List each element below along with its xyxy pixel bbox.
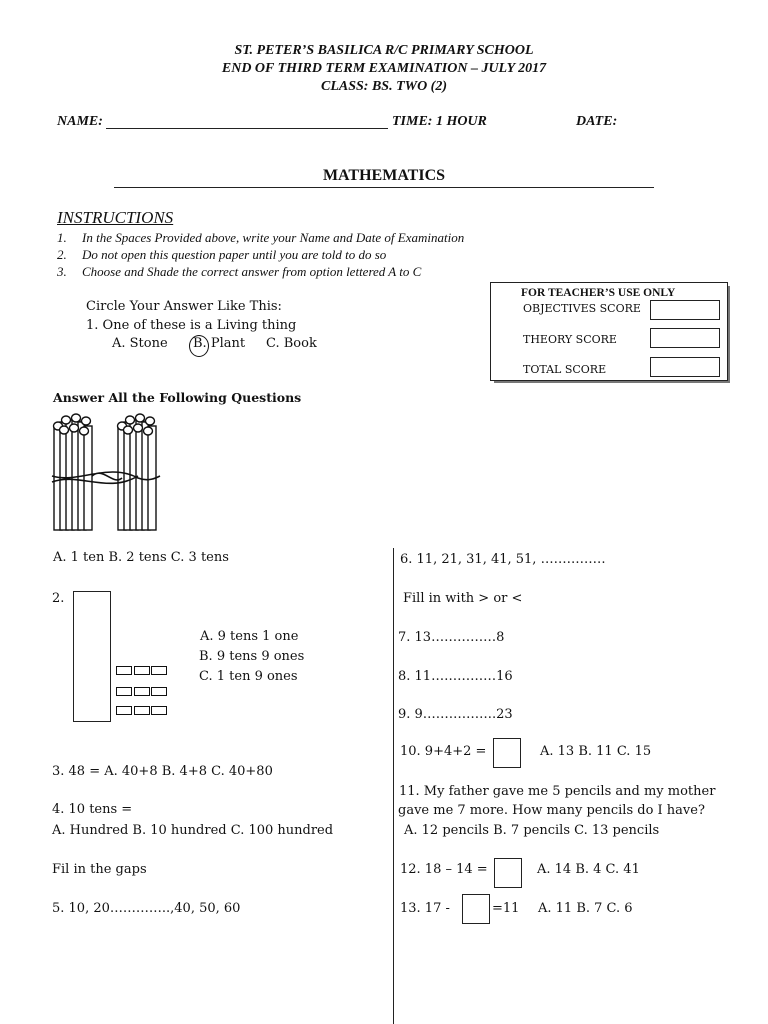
q5: 5. 10, 20…………..,40, 50, 60 (52, 901, 241, 916)
instruction-text-1: In the Spaces Provided above, write your Name and Date of Examination (82, 230, 465, 245)
fill-gaps-heading: Fil in the gaps (52, 862, 147, 877)
time-label: TIME: 1 HOUR (392, 114, 487, 129)
q11-line2: gave me 7 more. How many pencils do I have? (398, 803, 705, 818)
instruction-num-1: 1. (57, 230, 67, 245)
objectives-score-field[interactable] (650, 300, 720, 320)
unit-square (116, 687, 132, 696)
instructions-title: INSTRUCTIONS (57, 208, 174, 227)
q8: 8. 11……………16 (398, 669, 513, 684)
example-prompt: Circle Your Answer Like This: (86, 299, 282, 314)
q13-equals: =11 (492, 901, 520, 916)
teacher-use-box (490, 282, 728, 381)
q2-option-b: B. 9 tens 9 ones (199, 649, 305, 664)
theory-score-label: THEORY SCORE (523, 333, 617, 346)
unit-square (134, 666, 150, 675)
section-title: Answer All the Following Questions (53, 390, 302, 405)
total-score-label: TOTAL SCORE (523, 363, 607, 376)
example-option-a: A. Stone (112, 336, 168, 351)
name-label: NAME: (57, 114, 103, 129)
q3: 3. 48 = A. 40+8 B. 4+8 C. 40+80 (52, 764, 273, 779)
q11-options: A. 12 pencils B. 7 pencils C. 13 pencils (404, 823, 660, 838)
teacher-box-title: FOR TEACHER’S USE ONLY (521, 287, 676, 299)
q13-options: A. 11 B. 7 C. 6 (538, 901, 633, 916)
q6: 6. 11, 21, 31, 41, 51, …………… (400, 552, 606, 567)
ten-rod-block (73, 591, 111, 722)
q9: 9. 9……………..23 (398, 707, 513, 722)
instruction-num-3: 3. (57, 264, 67, 279)
unit-square (151, 687, 167, 696)
q13: 13. 17 - (400, 901, 450, 916)
unit-square (134, 687, 150, 696)
q2-option-a: A. 9 tens 1 one (200, 629, 299, 644)
q7: 7. 13……………8 (398, 630, 505, 645)
class-label: CLASS: BS. TWO (2) (320, 79, 448, 94)
fill-with-heading: Fill in with > or < (403, 591, 523, 606)
q12-answer-box[interactable] (494, 858, 522, 888)
unit-square (116, 666, 132, 675)
q1-options: A. 1 ten B. 2 tens C. 3 tens (53, 550, 229, 565)
q4: 4. 10 tens = (52, 802, 133, 817)
exam-title: END OF THIRD TERM EXAMINATION – JULY 2017 (221, 61, 547, 76)
subject-underline (114, 187, 654, 188)
q13-answer-box[interactable] (462, 894, 490, 924)
instruction-num-2: 2. (57, 247, 67, 262)
school-name: ST. PETER’S BASILICA R/C PRIMARY SCHOOL (234, 43, 534, 58)
unit-square (151, 666, 167, 675)
stick-bundles-image (48, 412, 166, 534)
q10: 10. 9+4+2 = (400, 744, 487, 759)
subject-title: MATHEMATICS (322, 167, 446, 184)
unit-square (151, 706, 167, 715)
q12-options: A. 14 B. 4 C. 41 (537, 862, 640, 877)
column-divider (393, 548, 394, 1024)
example-question: 1. One of these is a Living thing (86, 318, 297, 333)
q2-option-c: C. 1 ten 9 ones (199, 669, 298, 684)
q10-options: A. 13 B. 11 C. 15 (540, 744, 652, 759)
total-score-field[interactable] (650, 357, 720, 377)
unit-square (116, 706, 132, 715)
instruction-text-2: Do not open this question paper until you are told to do so (82, 247, 387, 262)
unit-square (134, 706, 150, 715)
objectives-score-label: OBJECTIVES SCORE (523, 302, 641, 315)
date-label: DATE: (576, 114, 618, 129)
q2-number: 2. (52, 591, 65, 606)
name-blank-line[interactable] (106, 128, 388, 129)
example-option-b: B. Plant (193, 336, 246, 351)
q4-options: A. Hundred B. 10 hundred C. 100 hundred (52, 823, 334, 838)
q11-line1: 11. My father gave me 5 pencils and my mother (399, 784, 716, 799)
example-option-c: C. Book (266, 336, 317, 351)
q10-answer-box[interactable] (493, 738, 521, 768)
theory-score-field[interactable] (650, 328, 720, 348)
instruction-text-3: Choose and Shade the correct answer from option lettered A to C (82, 264, 422, 279)
q12: 12. 18 – 14 = (400, 862, 488, 877)
